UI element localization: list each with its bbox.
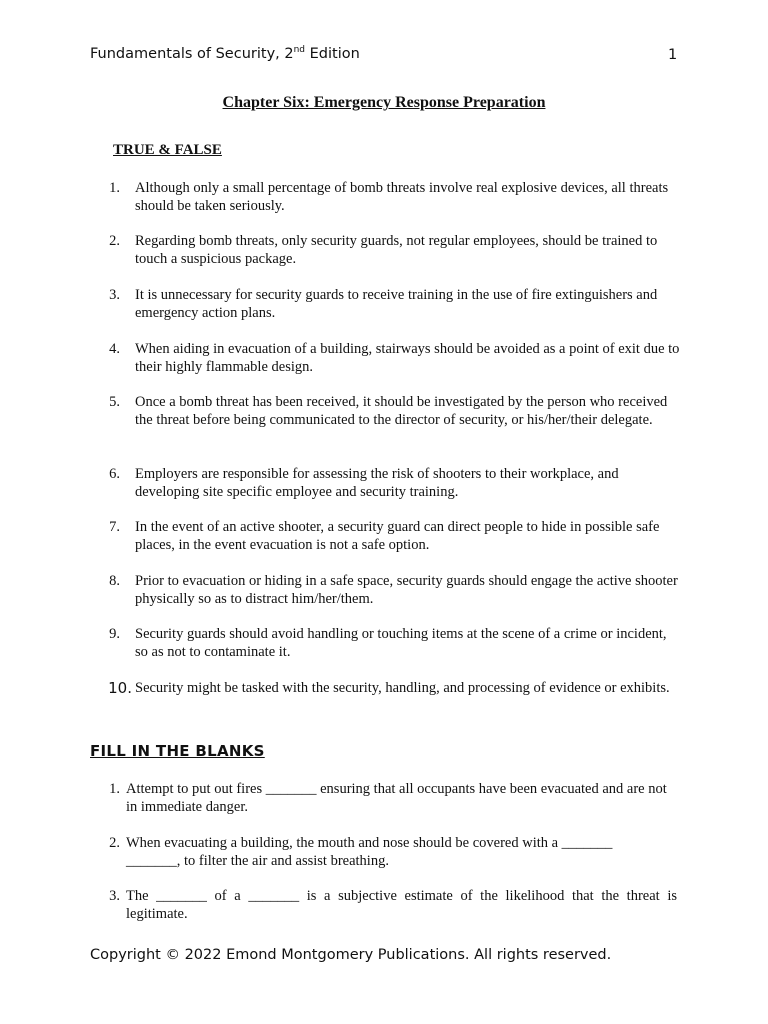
question-text: Regarding bomb threats, only security guards, not regular employees, should be trained to touch a suspicious package. — [135, 233, 658, 267]
question-number: 2. — [109, 233, 120, 249]
question-text: Attempt to put out fires _______ ensuring that all occupants have been evacuated and are not in immediate danger. — [126, 781, 667, 815]
question-number: 5. — [109, 394, 120, 410]
question-text: The _______ of a _______ is a subjective estimate of the likelihood that the threat is legitimate. — [126, 888, 677, 922]
question-text: Employers are responsible for assessing the risk of shooters to their workplace, and developing site specific employee and security training. — [135, 466, 619, 500]
question-number: 8. — [109, 573, 120, 589]
question-text: Security guards should avoid handling or touching items at the scene of a crime or incident, so as not to contaminate it. — [135, 626, 667, 660]
running-header-title — [90, 45, 360, 62]
question-number: 3. — [109, 888, 120, 904]
page-number: 1 — [668, 47, 678, 63]
question-text: Security might be tasked with the security, handling, and processing of evidence or exhibits. — [135, 680, 670, 696]
copyright-footer: Copyright © 2022 Emond Montgomery Publications. All rights reserved. — [90, 947, 612, 963]
fill-in-blanks-heading: FILL IN THE BLANKS — [90, 742, 265, 760]
question-number: 9. — [109, 626, 120, 642]
question-number: 3. — [109, 287, 120, 303]
header-title-prefix: Fundamentals of Security, 2 — [90, 46, 294, 62]
question-text: Once a bomb threat has been received, it should be investigated by the person who received the threat before being communicated to the director of security, or his/her/their delegate. — [135, 394, 668, 428]
header-title-suffix: Edition — [305, 46, 360, 62]
question-number: 1. — [109, 180, 120, 196]
question-text: It is unnecessary for security guards to receive training in the use of fire extinguishers and emergency action plans. — [135, 287, 658, 321]
question-number: 1. — [109, 781, 120, 797]
question-text: In the event of an active shooter, a security guard can direct people to hide in possible safe places, in the event evacuation is not a safe option. — [135, 519, 660, 553]
question-number: 7. — [109, 519, 120, 535]
question-text: When evacuating a building, the mouth and nose should be covered with a _______ _______, to filter the air and assist breathing. — [126, 835, 613, 869]
question-text: Although only a small percentage of bomb threats involve real explosive devices, all threats should be taken seriously. — [135, 180, 669, 214]
question-number: 4. — [109, 341, 120, 357]
header-title-superscript: nd — [293, 45, 306, 55]
question-number: 10. — [108, 679, 132, 697]
question-text: When aiding in evacuation of a building, stairways should be avoided as a point of exit due to their highly flammable design. — [135, 341, 680, 375]
question-text: Prior to evacuation or hiding in a safe space, security guards should engage the active shooter physically so as to distract him/her/them. — [135, 573, 678, 607]
question-number: 2. — [109, 835, 120, 851]
true-false-heading: TRUE & FALSE — [113, 142, 222, 158]
question-number: 6. — [109, 466, 120, 482]
chapter-title: Chapter Six: Emergency Response Preparation — [222, 94, 546, 111]
